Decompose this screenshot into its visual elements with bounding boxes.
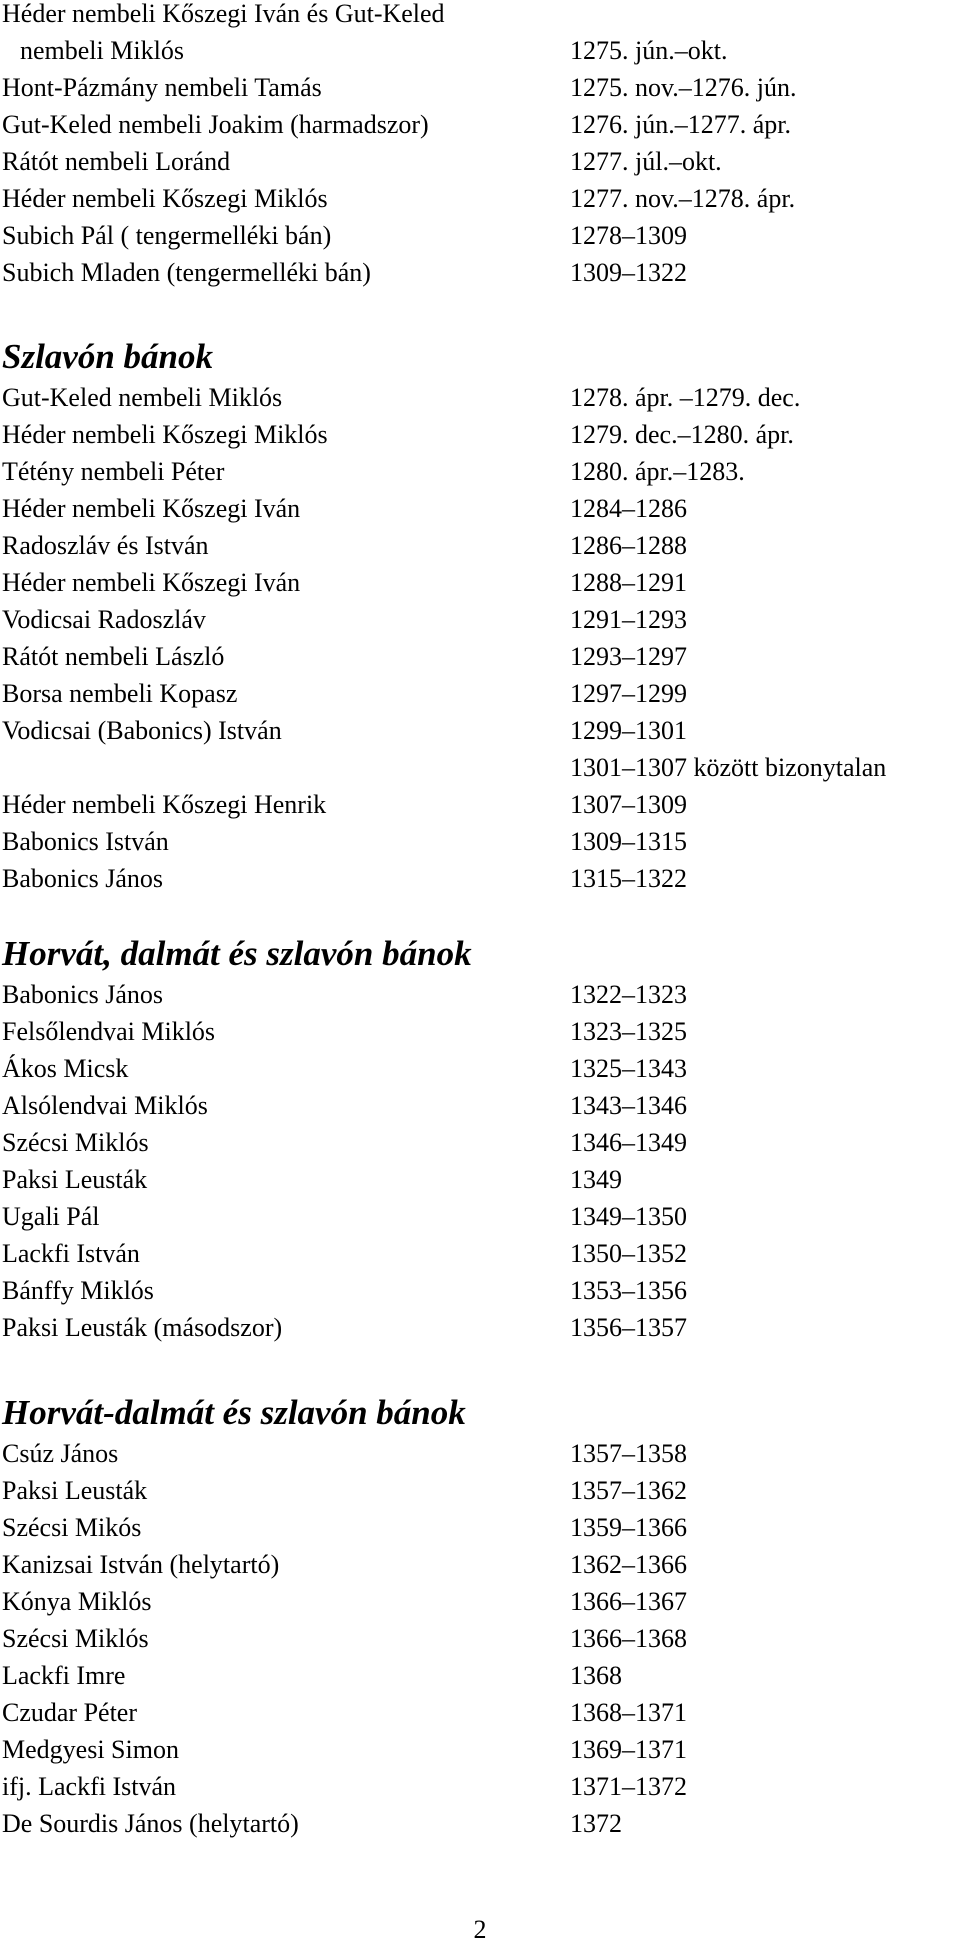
ban-name: Héder nembeli Kőszegi Iván és Gut-Keled — [2, 0, 445, 28]
section-horvat-dalmat-es-szlavon-banok — [2, 1391, 958, 1842]
term-dates: 1293–1297 — [570, 642, 687, 671]
term-dates: 1325–1343 — [570, 1054, 687, 1083]
term-dates: 1280. ápr.–1283. — [570, 457, 745, 486]
ban-name: Felsőlendvai Miklós — [2, 1017, 216, 1046]
term-dates: 1371–1372 — [570, 1772, 687, 1801]
term-dates: 1350–1352 — [570, 1239, 687, 1268]
term-dates: 1368 — [570, 1661, 622, 1690]
ban-name: Paksi Leusták — [2, 1165, 148, 1194]
ban-name: Lackfi István — [2, 1239, 140, 1268]
list-row — [2, 1198, 958, 1235]
ban-name: Héder nembeli Kőszegi Iván — [2, 568, 301, 597]
ban-name: De Sourdis János (helytartó) — [2, 1809, 299, 1838]
ban-name: ifj. Lackfi István — [2, 1772, 176, 1801]
ban-name: Subich Pál ( tengermelléki bán) — [2, 221, 332, 250]
list-row — [2, 527, 958, 564]
term-dates: 1276. jún.–1277. ápr. — [570, 110, 791, 139]
term-dates: 1322–1323 — [570, 980, 687, 1009]
list-row — [2, 379, 958, 416]
list-row — [2, 1235, 958, 1272]
ban-name: Vodicsai Radoszláv — [2, 605, 206, 634]
ban-name: Alsólendvai Miklós — [2, 1091, 208, 1120]
list-row — [2, 1161, 958, 1198]
term-dates: 1362–1366 — [570, 1550, 687, 1579]
list-row — [2, 1583, 958, 1620]
term-dates: 1356–1357 — [570, 1313, 687, 1342]
ban-name: Ugali Pál — [2, 1202, 100, 1231]
term-dates: 1349 — [570, 1165, 622, 1194]
term-dates: 1309–1315 — [570, 827, 687, 856]
list-row — [2, 976, 958, 1013]
list-row — [2, 675, 958, 712]
list-row — [2, 180, 958, 217]
ban-name: Borsa nembeli Kopasz — [2, 679, 238, 708]
ban-name: Paksi Leusták — [2, 1476, 148, 1505]
list-row — [2, 453, 958, 490]
list-row — [2, 1620, 958, 1657]
term-dates: 1349–1350 — [570, 1202, 687, 1231]
term-dates: 1284–1286 — [570, 494, 687, 523]
ban-name: Kónya Miklós — [2, 1587, 152, 1616]
term-dates: 1315–1322 — [570, 864, 687, 893]
ban-name: Héder nembeli Kőszegi Miklós — [2, 184, 328, 213]
list-row — [2, 1013, 958, 1050]
term-dates: 1343–1346 — [570, 1091, 687, 1120]
term-dates: 1369–1371 — [570, 1735, 687, 1764]
term-dates: 1299–1301 — [570, 716, 687, 745]
term-dates: 1368–1371 — [570, 1698, 687, 1727]
ban-name: Babonics János — [2, 864, 164, 893]
list-row — [2, 1087, 958, 1124]
list-row — [2, 254, 958, 291]
term-dates: 1357–1358 — [570, 1439, 687, 1468]
ban-name: Héder nembeli Kőszegi Iván — [2, 494, 301, 523]
term-dates: 1277. nov.–1278. ápr. — [570, 184, 796, 213]
ban-name: Csúz János — [2, 1439, 119, 1468]
term-dates: 1309–1322 — [570, 258, 687, 287]
list-row — [2, 823, 958, 860]
ban-name: Rátót nembeli László — [2, 642, 225, 671]
section-szlavon-banok — [2, 335, 958, 897]
list-row — [2, 416, 958, 453]
term-dates: 1277. júl.–okt. — [570, 147, 722, 176]
section-heading: Horvát-dalmát és szlavón bánok — [2, 1393, 466, 1432]
ban-name: Paksi Leusták (másodszor) — [2, 1313, 283, 1342]
ban-name: Lackfi Imre — [2, 1661, 126, 1690]
list-row — [2, 601, 958, 638]
term-dates: 1288–1291 — [570, 568, 687, 597]
list-row — [2, 564, 958, 601]
list-row — [2, 1309, 958, 1346]
term-dates: 1286–1288 — [570, 531, 687, 560]
list-row — [2, 1050, 958, 1087]
ban-name: Szécsi Miklós — [2, 1128, 149, 1157]
section-heading: Szlavón bánok — [2, 337, 214, 376]
list-row — [2, 143, 958, 180]
list-row — [2, 1272, 958, 1309]
list-row — [2, 106, 958, 143]
term-dates: 1291–1293 — [570, 605, 687, 634]
term-dates: 1278. ápr. –1279. dec. — [570, 383, 801, 412]
list-row — [2, 1546, 958, 1583]
list-row — [2, 1472, 958, 1509]
term-dates: 1357–1362 — [570, 1476, 687, 1505]
ban-name: Medgyesi Simon — [2, 1735, 179, 1764]
term-dates: 1307–1309 — [570, 790, 687, 819]
list-row — [2, 1657, 958, 1694]
ban-name: Ákos Micsk — [2, 1054, 129, 1083]
term-dates: 1275. jún.–okt. — [570, 36, 728, 65]
term-dates: 1372 — [570, 1809, 622, 1838]
list-row — [2, 638, 958, 675]
term-dates: 1366–1368 — [570, 1624, 687, 1653]
list-row — [2, 749, 958, 786]
section-horvat-dalmat-szlavon-banok — [2, 932, 958, 1346]
ban-name: nembeli Miklós — [20, 36, 184, 65]
list-row — [2, 860, 958, 897]
term-dates: 1301–1307 között bizonytalan — [570, 753, 887, 782]
term-dates: 1359–1366 — [570, 1513, 687, 1542]
ban-name: Rátót nembeli Loránd — [2, 147, 231, 176]
ban-name: Szécsi Mikós — [2, 1513, 142, 1542]
list-row — [2, 69, 958, 106]
ban-name: Hont-Pázmány nembeli Tamás — [2, 73, 322, 102]
list-row — [2, 1435, 958, 1472]
term-dates: 1323–1325 — [570, 1017, 687, 1046]
list-row — [2, 1509, 958, 1546]
list-row — [2, 32, 958, 69]
list-row — [2, 1124, 958, 1161]
list-row — [2, 1768, 958, 1805]
term-dates: 1297–1299 — [570, 679, 687, 708]
term-dates: 1275. nov.–1276. jún. — [570, 73, 797, 102]
ban-name: Babonics János — [2, 980, 164, 1009]
ban-name: Gut-Keled nembeli Joakim (harmadszor) — [2, 110, 429, 139]
list-row — [2, 1731, 958, 1768]
ban-name: Tétény nembeli Péter — [2, 457, 225, 486]
term-dates: 1279. dec.–1280. ápr. — [570, 420, 794, 449]
term-dates: 1278–1309 — [570, 221, 687, 250]
ban-name: Czudar Péter — [2, 1698, 138, 1727]
list-row — [2, 786, 958, 823]
ban-name: Subich Mladen (tengermelléki bán) — [2, 258, 371, 287]
section-continued-list — [2, 0, 958, 291]
list-row — [2, 217, 958, 254]
section-heading: Horvát, dalmát és szlavón bánok — [2, 934, 472, 973]
list-row — [2, 712, 958, 749]
list-row — [2, 1694, 958, 1731]
ban-name: Bánffy Miklós — [2, 1276, 154, 1305]
list-row — [2, 1805, 958, 1842]
list-row — [2, 490, 958, 527]
ban-name: Kanizsai István (helytartó) — [2, 1550, 280, 1579]
ban-name: Babonics István — [2, 827, 169, 856]
list-row — [2, 0, 958, 32]
term-dates: 1353–1356 — [570, 1276, 687, 1305]
term-dates: 1366–1367 — [570, 1587, 687, 1616]
ban-name: Héder nembeli Kőszegi Miklós — [2, 420, 328, 449]
ban-name: Szécsi Miklós — [2, 1624, 149, 1653]
ban-name: Radoszláv és István — [2, 531, 209, 560]
page-number: 2 — [473, 1915, 487, 1944]
term-dates: 1346–1349 — [570, 1128, 687, 1157]
ban-name: Vodicsai (Babonics) István — [2, 716, 282, 745]
ban-name: Héder nembeli Kőszegi Henrik — [2, 790, 327, 819]
ban-name: Gut-Keled nembeli Miklós — [2, 383, 283, 412]
